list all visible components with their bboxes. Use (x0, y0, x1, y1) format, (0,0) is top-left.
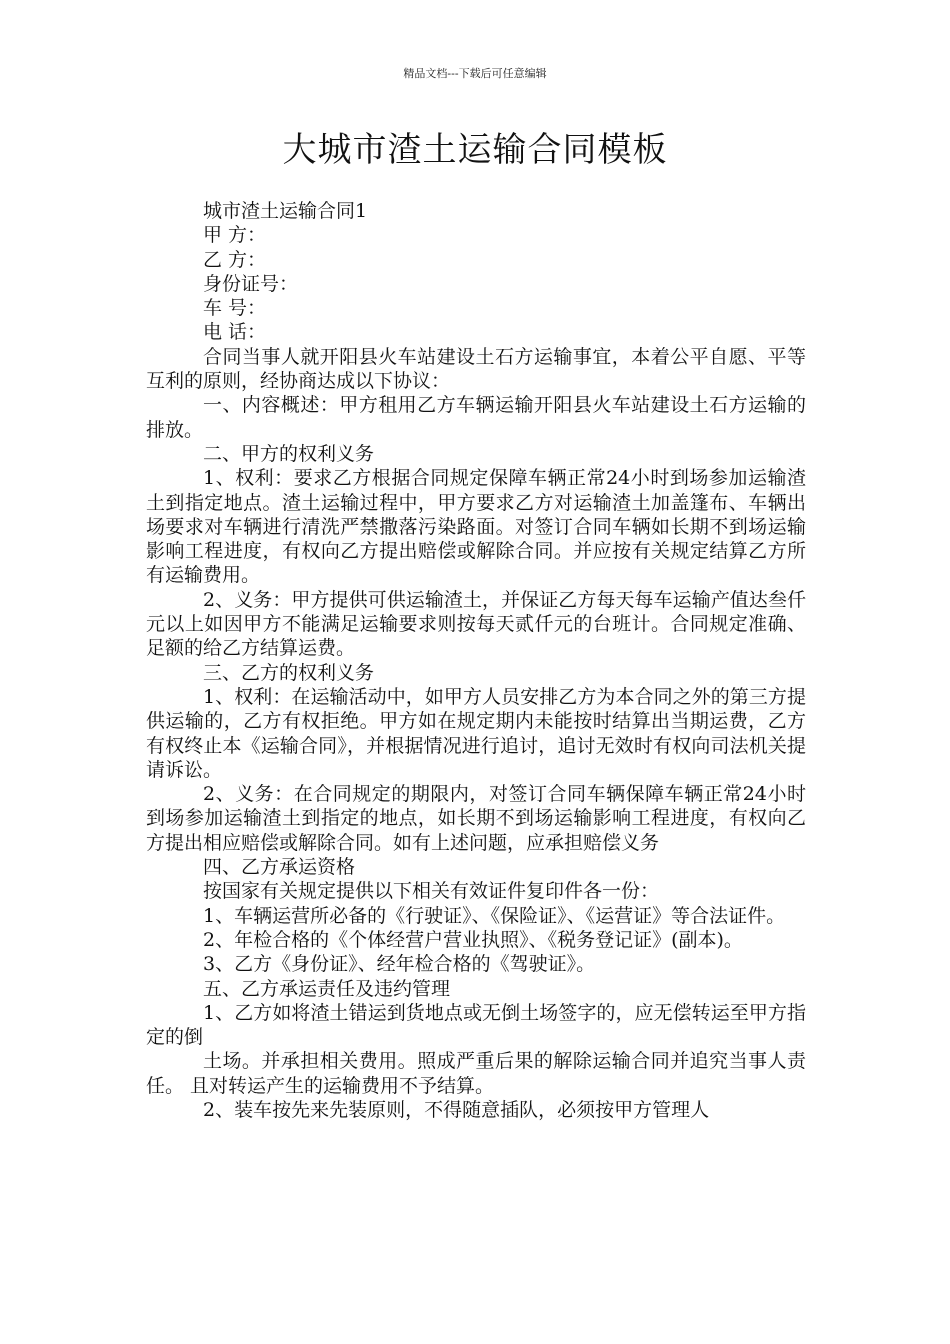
party-a-obligations: 2、义务：甲方提供可供运输渣土，并保证乙方每天每车运输产值达叁仟元以上如因甲方不能满足运输要求则按每天贰仟元的台班计。合同规定准确、足额的给乙方结算运费。 (146, 588, 806, 660)
id-number-field: 身份证号： (203, 272, 299, 295)
party-b-field: 乙 方： (203, 248, 267, 271)
qualification-item-3: 3、乙方《身份证》、经年检合格的《驾驶证》。 (203, 953, 596, 976)
preamble-paragraph: 合同当事人就开阳县火车站建设土石方运输事宜，本着公平自愿、平等互利的原则，经协商达成以下协议： (146, 345, 806, 393)
section-heading-party-a: 二、甲方的权利义务 (203, 442, 375, 465)
party-a-rights: 1、权利：要求乙方根据合同规定保障车辆正常24小时到场参加运输渣土到指定地点。渣土运输过程中，甲方要求乙方对运输渣土加盖篷布、车辆出场要求对车辆进行清洗严禁撒落污染路面。对签订合同车辆如长期不到场运输影响工程进度，有权向乙方提出赔偿或解除合同。并应按有关规定结算乙方所有运输费用。 (146, 467, 806, 587)
qualification-item-2: 2、年检合格的《个体经营户营业执照》、《税务登记证》(副本)。 (203, 928, 743, 951)
section-heading-liability: 五、乙方承运责任及违约管理 (203, 977, 451, 1000)
document-title: 大城市渣土运输合同模板 (282, 130, 668, 170)
liability-item-1: 1、乙方如将渣土错运到货地点或无倒土场签字的，应无偿转运至甲方指定的倒 (146, 1001, 806, 1049)
section-heading-party-b: 三、乙方的权利义务 (203, 661, 375, 684)
vehicle-number-field: 车 号： (203, 297, 267, 320)
party-a-field: 甲 方： (203, 224, 267, 247)
liability-item-2: 2、装车按先来先装原则，不得随意插队，必须按甲方管理人 (203, 1098, 710, 1121)
qualification-item-1: 1、车辆运营所必备的《行驶证》、《保险证》、《运营证》等合法证件。 (203, 904, 786, 927)
section-overview: 一、内容概述：甲方租用乙方车辆运输开阳县火车站建设土石方运输的排放。 (146, 394, 806, 441)
header-note: 精品文档---下载后可任意编辑 (403, 67, 547, 80)
qualification-intro: 按国家有关规定提供以下相关有效证件复印件各一份： (203, 880, 660, 903)
party-b-obligations: 2、义务：在合同规定的期限内，对签订合同车辆保障车辆正常24小时到场参加运输渣土到指定的地点，如长期不到场运输影响工程进度，有权向乙方提出相应赔偿或解除合同。如有上述问题，应承担赔偿义务 (146, 783, 806, 854)
contract-subtitle: 城市渣土运输合同1 (203, 200, 368, 222)
section-heading-qualification: 四、乙方承运资格 (203, 856, 356, 879)
document-body (146, 199, 806, 1122)
phone-field: 电 话： (203, 321, 267, 344)
party-b-rights: 1、权利：在运输活动中，如甲方人员安排乙方为本合同之外的第三方提供运输的，乙方有权拒绝。甲方如在规定期内未能按时结算出当期运费，乙方有权终止本《运输合同》，并根据情况进行追讨，追讨无效时有权向司法机关提请诉讼。 (146, 685, 806, 781)
liability-item-1-continued: 土场。并承担相关费用。照成严重后果的解除运输合同并追究当事人责任。 且对转运产生的运输费用不予结算。 (146, 1050, 806, 1097)
